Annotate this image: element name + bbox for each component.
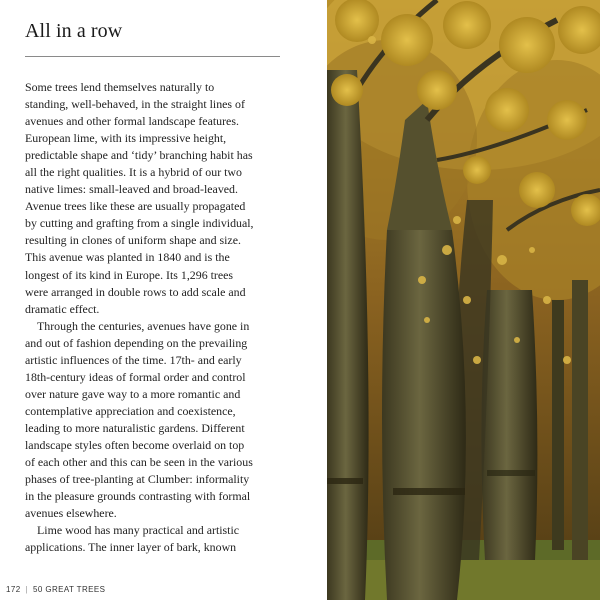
body-line: applications. The inner layer of bark, known <box>25 540 237 555</box>
page-number: 172 <box>6 585 21 594</box>
body-line: Avenue trees like these are usually propagated <box>25 199 246 214</box>
body-line: resulting in clones of uniform shape and size. <box>25 233 241 248</box>
body-line: avenues elsewhere. <box>25 506 117 521</box>
body-line: and out of fashion depending on the prevailing <box>25 335 248 350</box>
body-line: by cutting and grafting from a single individual, <box>25 216 254 231</box>
body-line: contemplative appreciation and coexistence, <box>25 403 236 418</box>
body-line: were arranged in double rows to add scale and <box>25 284 246 299</box>
body-line: over nature gave way to a more romantic and <box>25 386 241 401</box>
book-title: 50 GREAT TREES <box>33 585 106 594</box>
body-line: all the right qualities. It is a hybrid of our two <box>25 165 242 180</box>
tree-avenue-photo <box>327 0 600 600</box>
title-divider <box>25 56 280 57</box>
body-line: phases of tree-planting at Clumber: informality <box>25 472 250 487</box>
photo-illustration <box>327 0 600 600</box>
body-line: Some trees lend themselves naturally to <box>25 80 215 94</box>
body-line: predictable shape and ‘tidy’ branching habit has <box>25 148 253 163</box>
body-line: in the pleasure grounds contrasting with formal <box>25 489 251 504</box>
footer-separator: | <box>25 585 29 594</box>
page-title: All in a row <box>25 20 123 42</box>
body-line: artistic influences of the time. 17th- and early <box>25 352 242 367</box>
page-footer <box>6 585 105 594</box>
body-line: dramatic effect. <box>25 301 100 316</box>
body-line: Lime wood has many practical and artistic <box>37 523 240 538</box>
body-line: of each other and this can be seen in the various <box>25 455 253 470</box>
body-line: European lime, with its impressive height, <box>25 131 227 146</box>
body-line: standing, well-behaved, in the straight lines of <box>25 97 245 112</box>
body-line: leading to more naturalistic gardens. Different <box>25 420 245 435</box>
body-line: longest of its kind in Europe. Its 1,296 trees <box>25 267 234 282</box>
body-line: native limes: small-leaved and broad-leaved. <box>25 182 238 197</box>
body-text <box>25 79 283 556</box>
body-line: landscape styles often become overlaid on top <box>25 437 245 452</box>
body-line: 18th-century ideas of formal order and control <box>25 369 246 384</box>
body-line: This avenue was planted in 1840 and is the <box>25 250 230 265</box>
body-line: Through the centuries, avenues have gone in <box>37 318 250 333</box>
body-line: avenues and other formal landscape features. <box>25 114 239 129</box>
